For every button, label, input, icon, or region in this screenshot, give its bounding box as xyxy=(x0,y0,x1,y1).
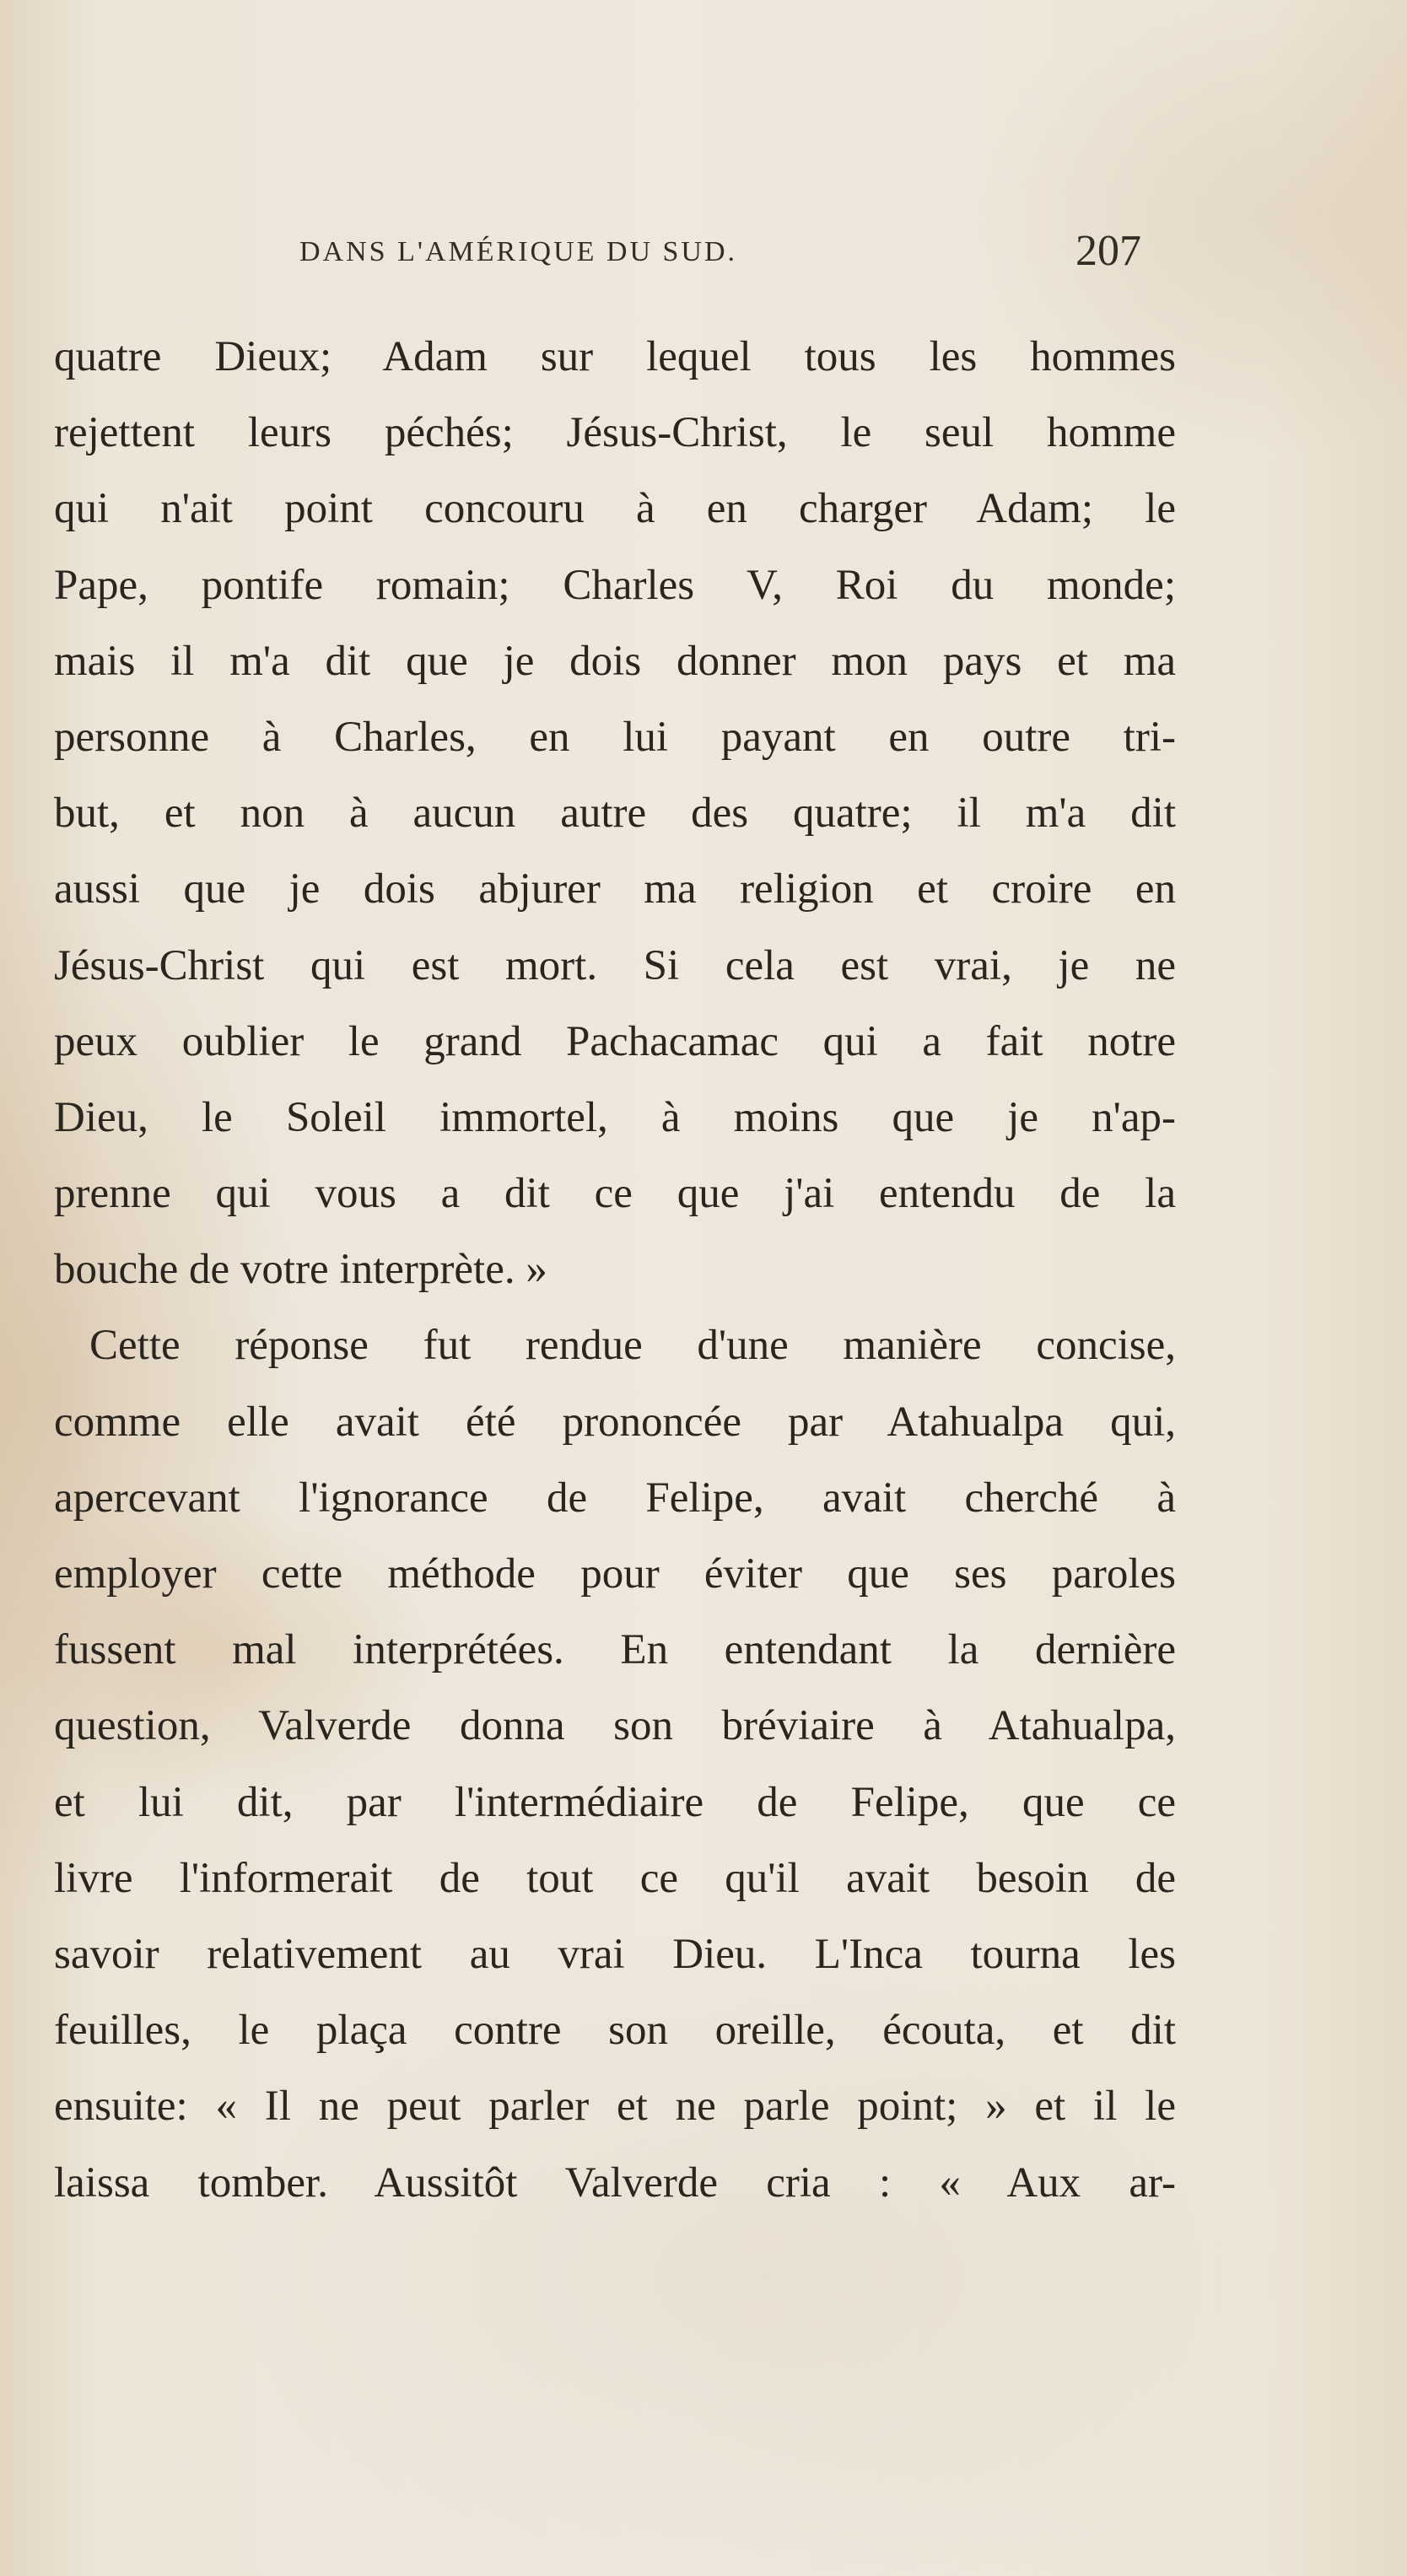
running-title: DANS L'AMÉRIQUE DU SUD. xyxy=(299,236,738,267)
text-line: livre l'informerait de tout ce qu'il avait besoin de xyxy=(54,1854,1176,1902)
text-line: employer cette méthode pour éviter que ses paroles xyxy=(54,1550,1176,1598)
text-line: ensuite: « Il ne peut parler et ne parle point; » et il le xyxy=(54,2083,1176,2131)
text-line: Jésus-Christ qui est mort. Si cela est vrai, je ne xyxy=(54,941,1176,989)
text-line: question, Valverde donna son bréviaire à Atahualpa, xyxy=(54,1702,1176,1750)
text-line: qui n'ait point concouru à en charger Adam; le xyxy=(54,485,1176,533)
text-line: savoir relativement au vrai Dieu. L'Inca tourna les xyxy=(54,1930,1176,1978)
text-line: laissa tomber. Aussitôt Valverde cria : « Aux ar- xyxy=(54,2158,1176,2207)
text-line: feuilles, le plaça contre son oreille, écouta, et dit xyxy=(54,2007,1176,2055)
text-line: et lui dit, par l'intermédiaire de Felipe, que ce xyxy=(54,1778,1176,1826)
body-text xyxy=(54,319,1176,2221)
text-line: mais il m'a dit que je dois donner mon pays et ma xyxy=(54,637,1176,685)
text-line: Dieu, le Soleil immortel, à moins que je n'ap- xyxy=(54,1093,1176,1141)
text-line: fussent mal interprétées. En entendant la dernière xyxy=(54,1626,1176,1674)
text-line: comme elle avait été prononcée par Atahualpa qui, xyxy=(54,1398,1176,1446)
text-line: apercevant l'ignorance de Felipe, avait cherché à xyxy=(54,1474,1176,1522)
page-number: 207 xyxy=(1075,227,1141,275)
text-line: peux oublier le grand Pachacamac qui a fait notre xyxy=(54,1017,1176,1065)
text-line: rejettent leurs péchés; Jésus-Christ, le seul homme xyxy=(54,409,1176,457)
text-line: personne à Charles, en lui payant en outre tri- xyxy=(54,713,1176,761)
text-line: quatre Dieux; Adam sur lequel tous les hommes xyxy=(54,333,1176,380)
text-line: prenne qui vous a dit ce que j'ai entendu de la xyxy=(54,1170,1176,1218)
text-line: but, et non à aucun autre des quatre; il m'a dit xyxy=(54,790,1176,838)
text-line: Cette réponse fut rendue d'une manière concise, xyxy=(89,1322,1176,1370)
text-line: aussi que je dois abjurer ma religion et croire en xyxy=(54,865,1176,913)
text-line: Pape, pontife romain; Charles V, Roi du monde; xyxy=(54,561,1176,609)
text-line: bouche de votre interprète. » xyxy=(54,1246,547,1294)
